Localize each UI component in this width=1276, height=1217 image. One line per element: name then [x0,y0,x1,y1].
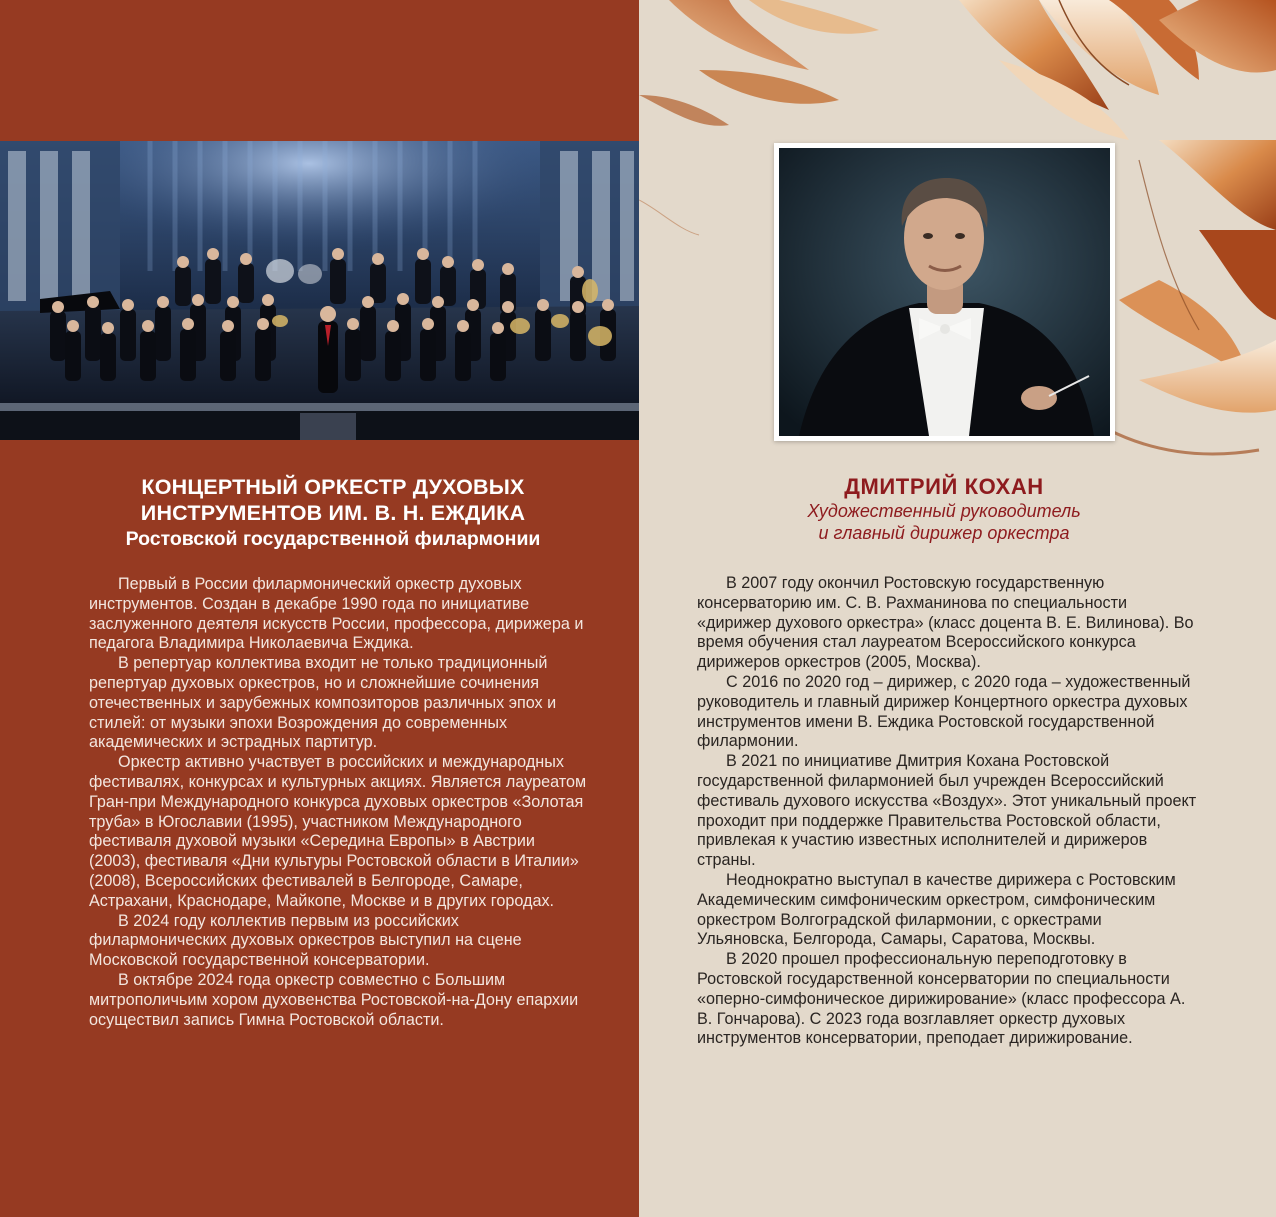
orchestra-paragraph: Первый в России филармонический оркестр духовых инструментов. Создан в декабре 1990 года по инициативе заслуженного деятеля искусств России, профессора, дирижера и педагога Владимира Николаевича Еждика. [89,575,584,653]
orchestra-paragraph: В октябре 2024 года оркестр совместно с Большим митрополичьим хором духовенства Ростовской-на-Дону епархии осуществил запись Гимна Ростовской области. [89,970,579,1029]
orchestra-paragraph: В 2024 году коллектив первым из российских филармонических духовых оркестров выступил на сцене Московской государственной консерватории. [89,911,522,970]
conductor-name: ДМИТРИЙ КОХАН [844,474,1044,499]
conductor-panel [639,0,1276,1217]
conductor-heading [639,474,1249,544]
conductor-paragraph: В 2007 году окончил Ростовскую государственную консерваторию им. С. В. Рахманинова по специальности «дирижер духового оркестра» (класс доцента В. Е. Вилинова). Во время обучения стал лауреатом Всероссийского конкурса дирижеров оркестров (2005, Москва). [697,574,1194,672]
orchestra-title-line1: КОНЦЕРТНЫЙ ОРКЕСТР ДУХОВЫХ [141,475,525,499]
conductor-paragraph: С 2016 по 2020 год – дирижер, с 2020 года – художественный руководитель и главный дирижер Концертного оркестра духовых инструментов имени В. Еждика Ростовской государственной филармонии. [697,672,1191,751]
orchestra-title-line2: ИНСТРУМЕНТОВ ИМ. В. Н. ЕЖДИКА [140,501,526,525]
conductor-paragraph: Неоднократно выступал в качестве дирижера с Ростовским Академическим симфоническим оркестром, симфоническим оркестром Волгоградской филармонии, с оркестрами Ульяновска, Белгорода, Самары, Саратова, Москвы. [697,870,1176,949]
conductor-paragraph: В 2021 по инициативе Дмитрия Кохана Ростовской государственной филармонией был учрежден Всероссийский фестиваль духового искусства «Воздух». Этот уникальный проект проходит при поддержке Правительства Ростовской области, привлекая к участию известных исполнителей и дирижеров страны. [697,752,1197,870]
orchestra-paragraph: Оркестр активно участвует в российских и международных фестивалях, конкурсах и культурных акциях. Является лауреатом Гран-при Международного конкурса духовых оркестров «Золотая труба» в Югославии (1995), участником Международного фестиваля духовой музыки «Середина Европы» в Австрии (2003), фестиваля «Дни культуры Ростовской области в Италии» (2008), Всероссийских фестивалей в Белгороде, Самаре, Астрахани, Краснодаре, Майкопе, Москве и в других городах. [89,753,587,910]
conductor-role-line1: Художественный руководитель [807,501,1081,521]
conductor-biography [697,574,1197,1049]
conductor-portrait [774,143,1115,441]
orchestra-subtitle: Ростовской государственной филармонии [125,528,541,550]
orchestra-photo [0,141,639,440]
orchestra-heading [40,474,626,552]
conductor-paragraph: В 2020 прошел профессиональную переподготовку в Ростовской государственной консерватории по специальности «оперно-симфоническое дирижирование» (класс профессора А. В. Гончарова). С 2023 года возглавляет оркестр духовых инструментов консерватории, преподает дирижирование. [697,950,1186,1048]
conductor-role-line2: и главный дирижер оркестра [818,523,1070,543]
orchestra-description [89,575,589,1030]
orchestra-paragraph: В репертуар коллектива входит не только традиционный репертуар духовых оркестров, но и сложнейшие сочинения отечественных и зарубежных композиторов различных эпох и стилей: от музыки эпохи Возрождения до современных академических и эстрадных партитур. [89,654,557,752]
